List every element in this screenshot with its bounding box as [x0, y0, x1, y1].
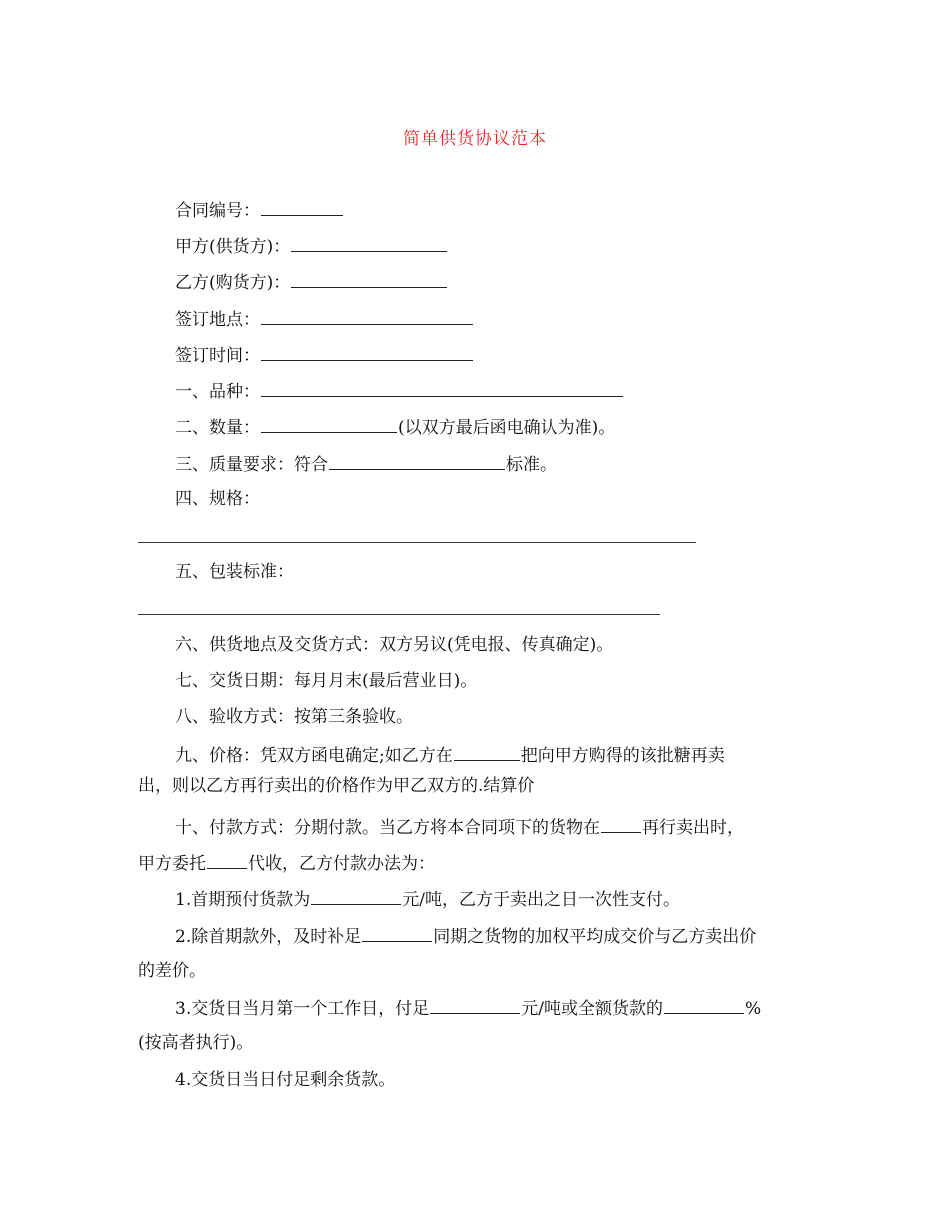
clause-text: 3.交货日当月第一个工作日，付足 — [175, 999, 430, 1019]
clause-label: 三、质量要求：符合 — [175, 455, 328, 475]
clause-text: 再行卖出时， — [642, 818, 744, 838]
clause-quality — [175, 451, 557, 477]
payment-item-3 — [175, 995, 761, 1021]
clause-packaging — [175, 560, 294, 584]
field-signing-place — [175, 306, 474, 332]
clause-text: 甲方委托 — [138, 854, 206, 874]
blank-line — [261, 306, 473, 325]
blank-line — [261, 414, 397, 433]
payment-item-2 — [175, 923, 756, 949]
field-label: 合同编号： — [175, 201, 260, 221]
clause-text: % — [744, 999, 762, 1019]
blank-line — [207, 850, 247, 869]
payment-item-2-continued — [138, 959, 206, 983]
clause-text: 4.交货日当日付足剩余货款。 — [175, 1070, 396, 1090]
clause-label: 一、品种： — [175, 382, 260, 402]
clause-price-continued — [138, 774, 534, 798]
blank-line — [261, 378, 623, 397]
blank-line — [311, 886, 401, 905]
document-title: 简单供货协议范本 — [403, 129, 547, 149]
clause-text: 六、供货地点及交货方式：双方另议(凭电报、传真确定)。 — [175, 635, 614, 655]
blank-line — [454, 742, 520, 761]
clause-text: 十、付款方式：分期付款。当乙方将本合同项下的货物在 — [175, 818, 600, 838]
clause-text: 同期之货物的加权平均成交价与乙方卖出价 — [433, 927, 757, 947]
clause-text: 七、交货日期：每月月末(最后营业日)。 — [175, 671, 478, 691]
clause-text: 元/吨或全额货款的 — [521, 999, 663, 1019]
clause-delivery-date — [175, 669, 477, 693]
clause-text: 八、验收方式：按第三条验收。 — [175, 707, 413, 727]
blank-line — [291, 269, 447, 288]
clause-label: 五、包装标准： — [175, 562, 294, 582]
field-label: 甲方(供货方)： — [175, 237, 291, 257]
payment-item-4 — [175, 1068, 395, 1092]
payment-item-1 — [175, 886, 680, 912]
clause-text: 出，则以乙方再行卖出的价格作为甲乙双方的.结算价 — [138, 776, 535, 796]
clause-text: (按高者执行)。 — [138, 1033, 254, 1053]
clause-text: 标准。 — [506, 455, 557, 475]
clause-quantity — [175, 414, 615, 440]
clause-variety — [175, 378, 624, 404]
blank-line — [664, 995, 744, 1014]
payment-item-3-continued — [138, 1031, 253, 1055]
clause-delivery-place — [175, 633, 613, 657]
field-supplier — [175, 233, 448, 259]
clause-text: 代收，乙方付款办法为： — [248, 854, 435, 874]
field-buyer — [175, 269, 448, 295]
blank-line — [261, 197, 343, 216]
field-contract-number — [175, 197, 344, 223]
clause-label: 四、规格： — [175, 489, 260, 509]
clause-text: 元/吨，乙方于卖出之日一次性支付。 — [402, 890, 680, 910]
clause-text: 九、价格：凭双方函电确定;如乙方在 — [175, 746, 453, 766]
field-label: 签订地点： — [175, 310, 260, 330]
clause-text: (以双方最后函电确认为准)。 — [398, 418, 616, 438]
blank-line — [362, 923, 432, 942]
clause-specification — [175, 487, 260, 511]
clause-price — [175, 742, 725, 768]
clause-text: 的差价。 — [138, 961, 206, 981]
clause-label: 二、数量： — [175, 418, 260, 438]
clause-acceptance — [175, 705, 413, 729]
blank-line — [430, 995, 520, 1014]
clause-text: 1.首期预付货款为 — [175, 890, 311, 910]
field-signing-time — [175, 342, 474, 368]
blank-line — [261, 342, 473, 361]
specification-blank-rule — [138, 542, 696, 543]
field-label: 签订时间： — [175, 346, 260, 366]
field-label: 乙方(购货方)： — [175, 273, 291, 293]
packaging-blank-rule — [138, 614, 660, 615]
blank-line — [601, 814, 641, 833]
blank-line — [329, 451, 505, 470]
clause-text: 把向甲方购得的该批糖再卖 — [520, 746, 725, 766]
blank-line — [291, 233, 447, 252]
clause-payment-continued — [138, 850, 435, 876]
clause-payment — [175, 814, 744, 840]
clause-text: 2.除首期款外，及时补足 — [175, 927, 362, 947]
